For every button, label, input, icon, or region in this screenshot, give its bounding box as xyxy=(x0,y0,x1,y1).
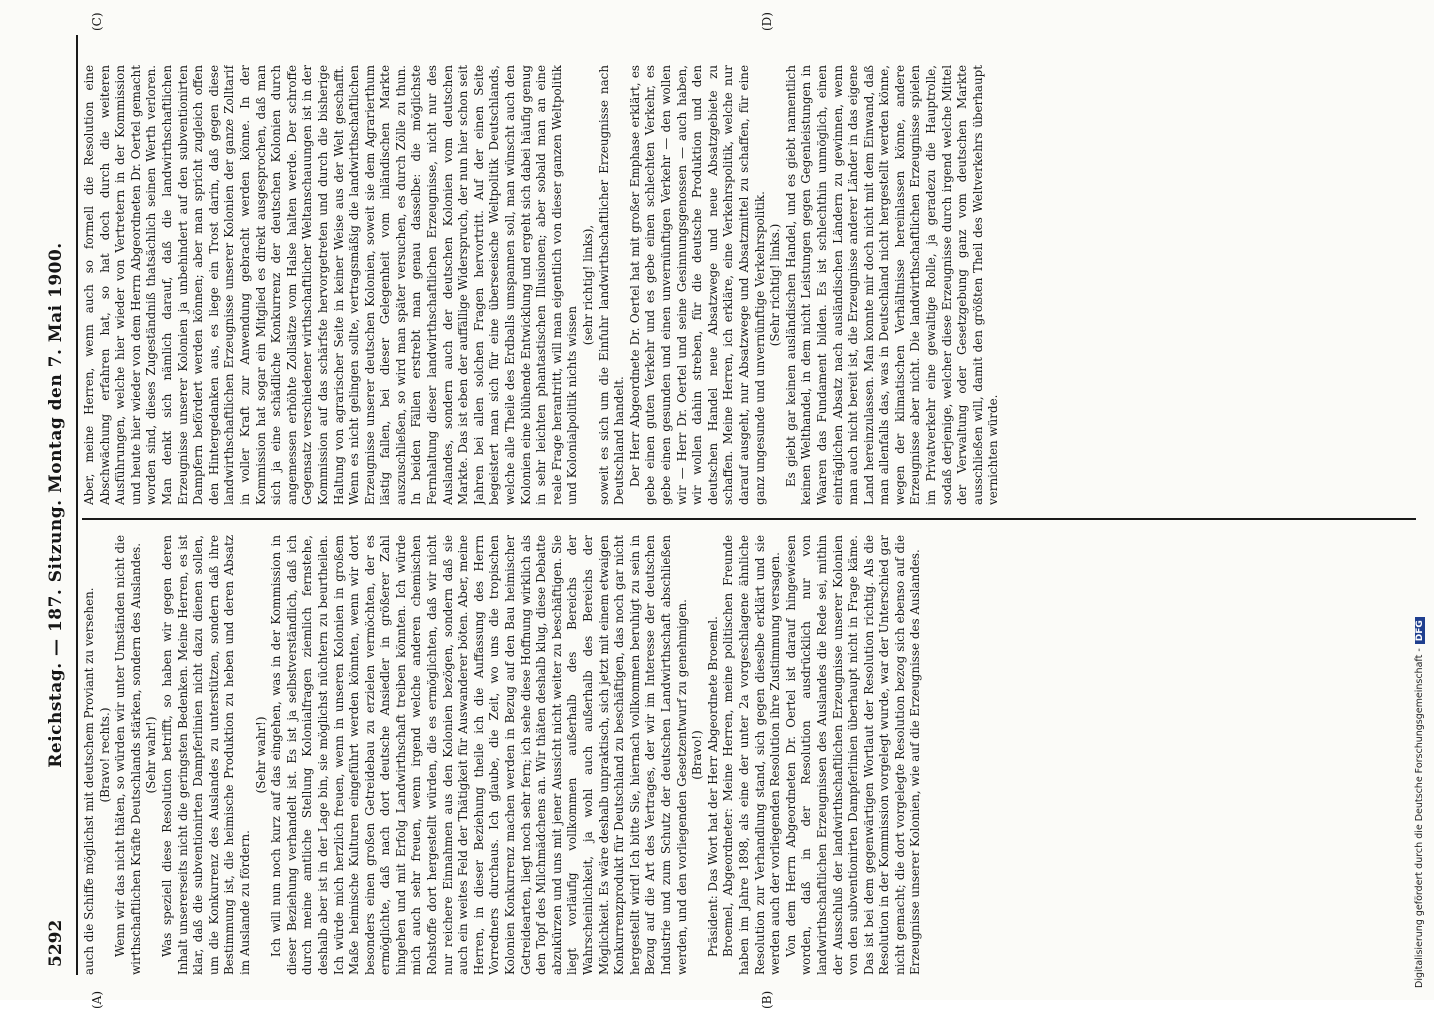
margin-marker-b: (B) xyxy=(760,990,774,1009)
dfg-logo: DFG xyxy=(1415,617,1425,644)
page-header xyxy=(40,35,74,975)
paragraph: soweit es sich um die Einfuhr landwirthschaftlicher Erzeugnisse nach Deutschland handelt. xyxy=(596,65,627,505)
margin-marker-c: (C) xyxy=(90,12,104,31)
speaker-paragraph: Broemel, Abgeordneter: Meine Herren, meine politischen Freunde haben im Jahre 1898, als eine der unter 2a vorgeschlagene ähnliche Resolution zur Verhandlung stand, sich gegen dieselbe erklärt und sie werden auch der vorliegenden Resolution ihre Zustimmung versagen. xyxy=(721,535,783,975)
side-strip xyxy=(1412,0,1434,1000)
page-number: 5292 xyxy=(46,919,66,967)
paragraph: Wenn wir das nicht thäten, so würden wir unter Umständen nicht die wirthschaftlichen Kräfte Deutschlands stärken, sondern des Auslandes. xyxy=(113,535,143,975)
paragraph: Der Herr Abgeordnete Dr. Oertel hat mit großer Emphase erklärt, es gebe einen guten Verkehr und es gebe einen schlechten Verkehr, es gebe einen gesunden und einen unvernünftigen Verkehr — den wollen wir — Herr Dr. Oertel und seine Gesinnungsgenossen — auch haben, wir wollen dahin streben, für die deutsche Produktion und den deutschen Handel neue Absatzwege und neue Absatzgebiete zu schaffen. Meine Herren, ich erkläre, eine Verkehrspolitik, welche nur darauf ausgeht, nur Absatzwege und Absatzmittel zu schaffen, für eine ganz ungesunde und unvernünftige Verkehrspolitik. xyxy=(627,65,767,505)
paragraph: Von dem Herrn Abgeordneten Dr. Oertel ist darauf hingewiesen worden, daß in der Resolution ausdrücklich nur von landwirthschaftlichen Erzeugnissen des Auslandes die Rede sei, mithin der Ausschluß der landwirthschaftlichen Erzeugnisse unserer Kolonien von den subventionirten Dampferlinien überhaupt nicht in Frage käme. Das ist bei dem gegenwärtigen Wortlaut der Resolution richtig. Als die Resolution in der Kommission vorgelegt wurde, war der Unterschied gar nicht gemacht; die dort vorgelegte Resolution bezog sich ebenso auf die Erzeugnisse unserer Kolonien, wie auf die Erzeugnisse des Auslandes. xyxy=(783,535,923,975)
running-title: Reichstag. — 187. Sitzung. Montag den 7. Mai 1900. xyxy=(46,242,66,768)
paragraph: Was speziell diese Resolution betrifft, so haben wir gegen deren Inhalt unsererseits nicht die geringsten Bedenken. Meine Herren, es ist klar, daß die subventionirten Dampferlinien nicht dazu dienen sollen, um die Konkurrenz des Auslandes zu unterstützen, sondern daß ihre Bestimmung ist, die heimische Produktion zu heben und deren Absatz im Auslande zu fördern. xyxy=(159,535,252,975)
interjection: (Sehr richtig! links.) xyxy=(768,223,783,347)
column-separator xyxy=(82,518,1416,520)
interjection: (Bravo!) xyxy=(690,730,705,780)
paragraph: Es giebt gar keinen ausländischen Handel, und es giebt namentlich keinen Welthandel, in dem nicht Leistungen gegen Gegenleistungen in Waaren das Fundament bilden. Es ist schlechthin unmöglich, einen einträglichen Absatz nach ausländischen Ländern zu gewinnen, wenn man auch nicht bereit ist, die Erzeugnisse anderer Länder in das eigene Land hereinzulassen. Man konnte mir doch nicht mit dem Einwand, daß man allenfalls das, was in Deutschland nicht hergestellt werden könne, wegen der klimatischen Verhältnisse hereinlassen könne, andere Erzeugnisse aber nicht. Die landwirthschaftlichen Erzeugnisse spielen im Privatverkehr eine gewaltige Rolle, ja geradezu die Hauptrolle, sodaß derjenige, welcher diese Erzeugnisse durch irgend welche Mittel der Verwaltung oder Gesetzgebung ganz vom deutschen Markte ausschließen will, damit den größten Theil des Weltverkehrs überhaupt vernichten würde. xyxy=(783,65,1001,505)
header-rule xyxy=(76,35,78,975)
right-column xyxy=(82,65,1416,505)
margin-marker-d: (D) xyxy=(760,12,774,31)
interjection: (sehr richtig! links), xyxy=(581,224,595,346)
digitization-note xyxy=(1414,8,1425,988)
interjection: (Sehr wahr!) xyxy=(144,716,159,794)
speaker-paragraph: Präsident: Das Wort hat der Herr Abgeordnete Broemel. xyxy=(705,616,720,957)
rotated-document xyxy=(40,12,1420,1009)
interjection: (Sehr wahr!) xyxy=(253,716,268,794)
digitization-text: Digitalisierung gefördert durch die Deutsche Forschungsgemeinschaft - xyxy=(1414,648,1425,988)
left-column xyxy=(82,535,1416,975)
paragraph: Aber, meine Herren, wenn auch so formell die Resolution eine Abschwächung erfahren hat, so hat doch durch die weiteren Ausführungen, welche hier wieder von Vertretern in der Kommission und heute hier wieder von dem Herrn Abgeordneten Dr. Oertel gemacht worden sind, dieses Zugeständniß thatsächlich seinen Werth verloren. Man denkt sich nämlich darauf, daß die landwirthschaftlichen Erzeugnisse unserer Kolonien ja unbehindert auf den subventionirten Dampfern befördert werden können; aber man spricht zugleich offen den Hintergedanken aus, es liege ein Trost darin, daß gegen diese landwirthschaftlichen Erzeugnisse unserer Kolonien der ganze Zolltarif in voller Kraft zur Anwendung gebracht werden könne. In der Kommission hat sogar ein Mitglied es direkt ausgesprochen, daß man sich ja eine schädliche Konkurrenz der deutschen Kolonien durch angemessen erhöhte Zollsätze vom Halse halten werde. Der schroffe Gegensatz verschiedener wirthschaftlicher Weltanschauungen ist in der Kommission auf das schärfste hervorgetreten und durch die bisherige Haltung von agrarischer Seite in keiner Weise aus der Welt geschafft. Wenn es nicht gelingen sollte, vertragsmäßig die landwirthschaftlichen Erzeugnisse unserer deutschen Kolonien, soweit sie dem Agrarierthum lästig fallen, bei dieser Gelegenheit vom inländischen Markte auszuschließen, so wird man später versuchen, es durch Zölle zu thun. In beiden Fällen erstrebt man genau dasselbe: die möglichste Fernhaltung dieser landwirthschaftlichen Erzeugnisse, nicht nur des Auslandes, sondern auch der deutschen Kolonien vom deutschen Markte. Das ist eben der auffällige Widerspruch, der nun hier schon seit Jahren bei allen solchen Fragen hervortritt. Auf der einen Seite begeistert man sich für eine überseeische Weltpolitik Deutschlands, welche alle Theile des Erdballs umspannen soll, man wünscht auch den Kolonien eine blühende Entwicklung und ergeht sich dabei häufig genug in sehr leichten phantastischen Illusionen; aber sobald man an eine reale Frage herantritt, will man eigentlich von dieser ganzen Weltpolitik und Kolonialpolitik nichts wissen xyxy=(82,65,580,505)
interjection: (Bravo! rechts.) xyxy=(97,707,112,803)
paragraph: Ich will nun noch kurz auf das eingehen, was in der Kommission in dieser Beziehung verhandelt ist. Es ist ja selbstverständlich, daß ich durch meine amtliche Stellung Kolonialfragen ziemlich fernstehe, deshalb aber ist in der Lage bin, sie möglichst nüchtern zu beurtheilen. Ich würde mich herzlich freuen, wenn in unseren Kolonien in großem Maße heimische Kulturen eingeführt werden könnten, wenn wir dort besonders einen großen Getreidebau zu erzielen vermöchten, der es ermöglichte, daß nach dort deutsche Ansiedler in größerer Zahl hingehen und mit Erfolg Landwirthschaft treiben könnten. Ich würde mich auch sehr freuen, wenn irgend welche anderen chemischen Rohstoffe dort hergestellt würden, die es ermöglichten, daß wir nicht nur reichere Einnahmen aus den Kolonien bezögen, sondern daß sie auch ein weites Feld der Thätigkeit für Auswanderer böten. Aber, meine Herren, in dieser Beziehung theile ich die Auffassung des Herrn Vorredners durchaus. Ich glaube, die Zeit, wo uns die tropischen Kolonien Konkurrenz machen werden in Bezug auf den Bau heimischer Getreidearten, liegt noch sehr fern; ich sehe diese Hoffnung wirklich als den Topf des Milchmädchens an. Wir thäten deshalb klug, diese Debatte abzukürzen und uns mit jener Aussicht nicht weiter zu beschäftigen. Sie liegt vorläufig vollkommen außerhalb des Bereichs der Wahrscheinlichkeit, ja wohl auch außerhalb des Bereichs der Möglichkeit. Es wäre deshalb unpraktisch, sich jetzt mit einem etwaigen Konkurrenzprodukt für Deutschland zu beschäftigen, das noch gar nicht hergestellt wird! Ich bitte Sie, hiernach vollkommen beruhigt zu sein in Bezug auf die Art des Vertrages, der wir im Interesse der deutschen Industrie und zum Schutz der deutschen Landwirthschaft abschließen werden, und den vorliegenden Gesetzentwurf zu genehmigen. xyxy=(269,535,689,975)
paragraph: auch die Schiffe möglichst mit deutschem Proviant zu versehen. xyxy=(82,587,96,975)
margin-marker-a: (A) xyxy=(90,990,104,1009)
